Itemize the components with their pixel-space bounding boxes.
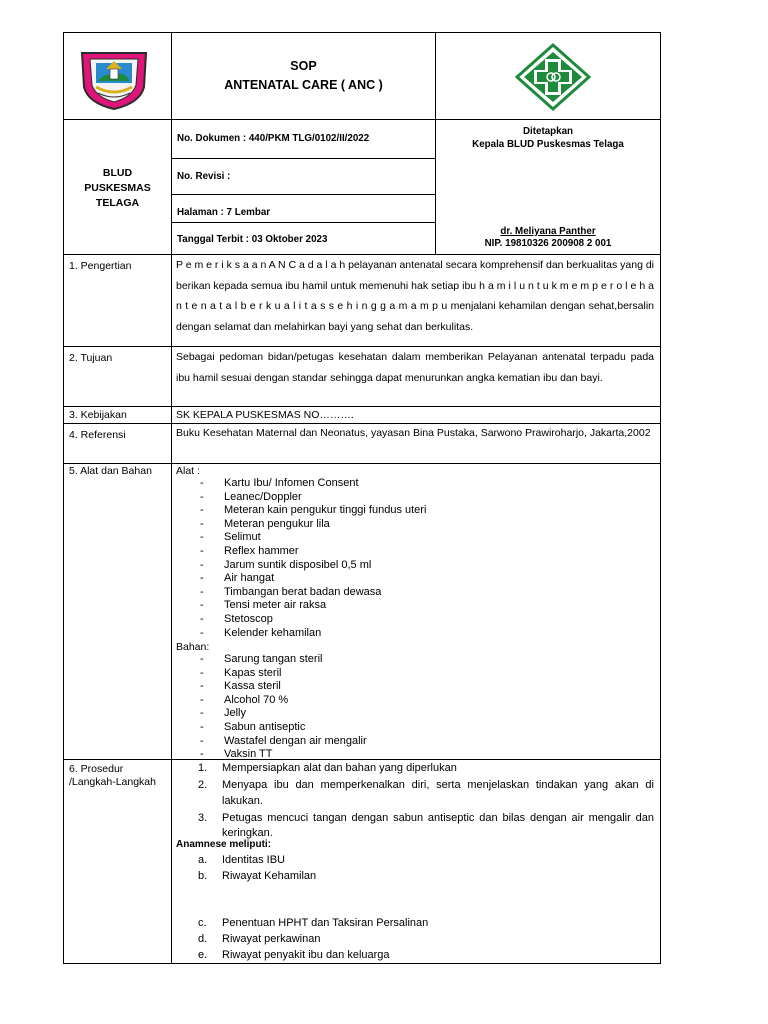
bahan-item xyxy=(176,694,654,708)
anamnese-list-bottom xyxy=(176,916,654,964)
alat-heading: Alat : xyxy=(176,465,200,477)
section-label-tujuan: 2. Tujuan xyxy=(69,352,113,364)
list-item-text: Air hangat xyxy=(224,572,275,585)
list-bullet: - xyxy=(200,504,204,517)
list-bullet: - xyxy=(200,720,204,733)
bahan-item xyxy=(176,653,654,667)
alat-item xyxy=(176,477,654,491)
sop-document-table xyxy=(63,32,661,964)
list-number: e. xyxy=(198,949,208,961)
section-label-kebijakan: 3. Kebijakan xyxy=(69,409,127,421)
bahan-item xyxy=(176,748,654,762)
list-bullet: - xyxy=(200,680,204,693)
alat-item xyxy=(176,531,654,545)
alat-item xyxy=(176,545,654,559)
bahan-item xyxy=(176,721,654,735)
list-number: b. xyxy=(198,870,208,882)
list-bullet: - xyxy=(200,490,204,503)
alat-item xyxy=(176,599,654,613)
list-bullet: - xyxy=(200,653,204,665)
list-number: d. xyxy=(198,933,208,945)
list-number: c. xyxy=(198,917,207,929)
list-bullet: - xyxy=(200,531,204,544)
alat-item xyxy=(176,572,654,586)
anamnese-item xyxy=(176,916,654,932)
list-item-text: Meteran kain pengukur tinggi fundus uteri xyxy=(224,504,427,517)
list-bullet: - xyxy=(200,599,204,612)
list-number: 3. xyxy=(198,811,208,824)
page-title: ANTENATAL CARE ( ANC ) xyxy=(224,78,383,92)
anamnese-item xyxy=(176,853,654,869)
list-item-text: Selimut xyxy=(224,531,261,544)
bahan-heading: Bahan: xyxy=(176,641,210,653)
section-label-referensi: 4. Referensi xyxy=(69,429,126,441)
list-bullet: - xyxy=(200,693,204,706)
list-bullet: - xyxy=(200,626,204,639)
list-item-text: Alcohol 70 % xyxy=(224,693,289,706)
list-item-text: Kartu Ibu/ Infomen Consent xyxy=(224,477,359,489)
bahan-list xyxy=(176,653,654,762)
approved-label: Ditetapkan xyxy=(522,126,574,137)
list-item-text: Meteran pengukur lila xyxy=(224,517,330,530)
list-item-text: Kelender kehamilan xyxy=(224,626,322,639)
meta-divider-3 xyxy=(171,222,435,223)
alat-item xyxy=(176,559,654,573)
meta-divider-1 xyxy=(171,158,435,159)
sop-label: SOP xyxy=(290,59,317,73)
anamnese-item xyxy=(176,948,654,964)
doc-number: No. Dokumen : 440/PKM TLG/0102/II/2022 xyxy=(177,133,370,144)
procedure-steps-list xyxy=(176,761,654,843)
section-label-pengertian: 1. Pengertian xyxy=(69,260,132,272)
meta-divider-2 xyxy=(171,194,435,195)
alat-item xyxy=(176,613,654,627)
list-item-text: Riwayat perkawinan xyxy=(222,933,321,945)
anamnese-item xyxy=(176,932,654,948)
list-bullet: - xyxy=(200,612,204,625)
signer-name: dr. Meliyana Panther xyxy=(500,226,596,237)
list-item-text: Leanec/Doppler xyxy=(224,490,302,503)
approver-title: Kepala BLUD Puskesmas Telaga xyxy=(472,139,624,150)
list-bullet: - xyxy=(200,748,204,761)
list-item-text: Jelly xyxy=(224,707,247,720)
page-count: Halaman : 7 Lembar xyxy=(177,207,271,218)
section-label-prosedur-1: 6. Prosedur xyxy=(69,763,124,775)
list-item-text: Sarung tangan steril xyxy=(224,653,323,665)
alat-item xyxy=(176,504,654,518)
section-text-tujuan: Sebagai pedoman bidan/petugas kesehatan dalam memberikan Pelayanan antenatal terpadu pada ibu hamil sesuai dengan standar sehingga dapat menurunkan angka kematian ibu dan bayi. xyxy=(176,351,654,384)
alat-item xyxy=(176,518,654,532)
list-item-text: Sabun antiseptic xyxy=(224,720,306,733)
alat-list xyxy=(176,477,654,640)
org-name-line-3: TELAGA xyxy=(95,197,140,209)
section-text-kebijakan: SK KEPALA PUSKESMAS NO………. xyxy=(176,409,354,421)
list-bullet: - xyxy=(200,666,204,679)
list-item-text: Wastafel dengan air mengalir xyxy=(224,734,367,747)
label-column-divider xyxy=(171,254,172,963)
list-number: 1. xyxy=(198,762,208,774)
list-item-text: Identitas IBU xyxy=(222,854,285,866)
list-number: a. xyxy=(198,854,208,866)
list-item-text: Tensi meter air raksa xyxy=(224,599,327,612)
procedure-step xyxy=(176,761,654,777)
bahan-item xyxy=(176,680,654,694)
list-item-text: Mempersiapkan alat dan bahan yang diperlukan xyxy=(222,762,457,774)
anamnese-list-top xyxy=(176,853,654,885)
bahan-item xyxy=(176,707,654,721)
list-bullet: - xyxy=(200,734,204,747)
list-item-text: Jarum suntik disposibel 0,5 ml xyxy=(224,558,372,571)
anamnese-item xyxy=(176,869,654,885)
list-bullet: - xyxy=(200,558,204,571)
row-divider-kebijakan xyxy=(64,406,660,407)
alat-item xyxy=(176,627,654,641)
list-bullet: - xyxy=(200,477,204,489)
list-bullet: - xyxy=(200,517,204,530)
list-item-text: Kapas steril xyxy=(224,666,282,679)
list-item-text: Timbangan berat badan dewasa xyxy=(224,585,382,598)
list-item-text: Stetoscop xyxy=(224,612,273,625)
bahan-item xyxy=(176,735,654,749)
procedure-step xyxy=(176,811,654,842)
section-text-referensi: Buku Kesehatan Maternal dan Neonatus, yayasan Bina Pustaka, Sarwono Prawiroharjo, Jakarta,2002 xyxy=(176,427,651,439)
header-row-divider xyxy=(64,119,660,120)
signer-nip: NIP. 19810326 200908 2 001 xyxy=(484,238,612,249)
section-text-pengertian: P e m e r i k s a a n A N C a d a l a h pelayanan antenatal secara komprehensif dan berkualitas yang di berikan kepada semua ibu hamil untuk memenuhi hak setiap ibu h a m i l u n t u k m e m p e r o l e h a n t e n a t a l b e r k u a l i t a s s e h i n g g a m a m p u menjalani kehamilan dengan sehat,bersalin dengan selamat dan melahirkan bayi yang sehat dan berkulitas. xyxy=(176,259,654,333)
org-name-line-1: BLUD xyxy=(102,167,133,179)
list-item-text: Riwayat penyakit ibu dan keluarga xyxy=(222,949,390,961)
list-bullet: - xyxy=(200,544,204,557)
issue-date: Tanggal Terbit : 03 Oktober 2023 xyxy=(177,234,328,245)
list-item-text: Vaksin TT xyxy=(224,748,273,761)
alat-item xyxy=(176,491,654,505)
alat-item xyxy=(176,586,654,600)
list-item-text: Riwayat Kehamilan xyxy=(222,870,317,882)
list-item-text: Petugas mencuci tangan dengan sabun antiseptic dan bilas dengan air mengalir dan keringkan. xyxy=(222,811,654,839)
section-label-prosedur-2: /Langkah-Langkah xyxy=(69,776,156,788)
procedure-step xyxy=(176,778,654,809)
puskesmas-logo-icon xyxy=(515,43,591,111)
list-bullet: - xyxy=(200,707,204,720)
regional-emblem-icon xyxy=(76,47,152,111)
list-item-text: Penentuan HPHT dan Taksiran Persalinan xyxy=(222,917,429,929)
org-name-line-2: PUSKESMAS xyxy=(84,182,151,194)
anamnese-heading: Anamnese meliputi: xyxy=(176,839,272,850)
list-bullet: - xyxy=(200,585,204,598)
section-label-alat-bahan: 5. Alat dan Bahan xyxy=(69,465,152,477)
bahan-item xyxy=(176,667,654,681)
list-item-text: Menyapa ibu dan memperkenalkan diri, serta menjelaskan tindakan yang akan di lakukan. xyxy=(222,779,654,807)
list-bullet: - xyxy=(200,572,204,585)
list-item-text: Reflex hammer xyxy=(224,544,299,557)
list-number: 2. xyxy=(198,779,208,791)
revision-number: No. Revisi : xyxy=(177,171,231,182)
row-divider-alat xyxy=(64,463,660,464)
list-item-text: Kassa steril xyxy=(224,680,281,693)
